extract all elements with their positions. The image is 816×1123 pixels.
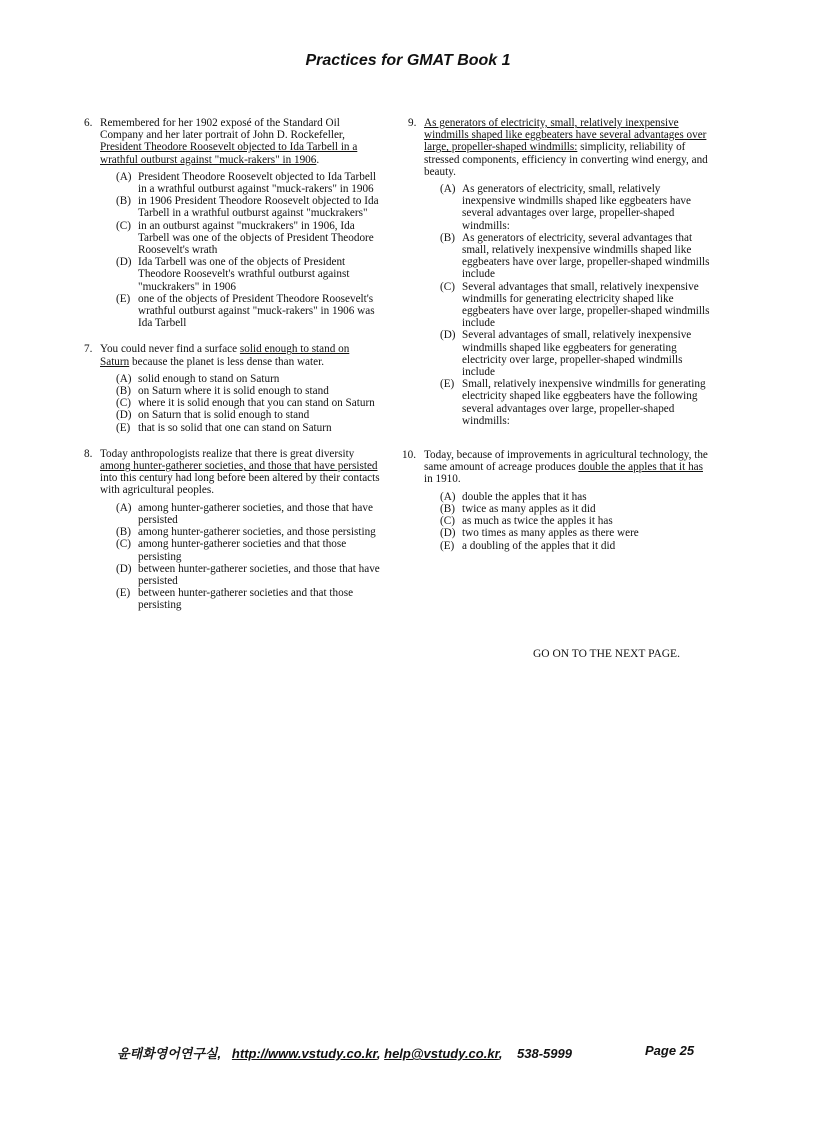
answer-option[interactable] xyxy=(100,373,380,385)
option-text: among hunter-gatherer societies and that those persisting xyxy=(138,538,347,563)
option-letter: (D) xyxy=(116,409,132,422)
answer-option[interactable] xyxy=(100,409,380,421)
answer-option[interactable] xyxy=(100,397,380,409)
option-letter: (A) xyxy=(116,501,132,514)
option-letter: (B) xyxy=(440,231,455,244)
page-title: Practices for GMAT Book 1 xyxy=(305,52,511,69)
answer-option[interactable] xyxy=(424,329,713,378)
option-letter: (E) xyxy=(440,539,455,552)
option-text: on Saturn where it is solid enough to stand xyxy=(138,385,329,398)
option-letter: (A) xyxy=(440,183,456,196)
option-text: double the apples that it has xyxy=(462,490,587,503)
option-text: as much as twice the apples it has xyxy=(462,515,613,528)
question-stem xyxy=(100,343,380,367)
stem-text: Today, because of improvements in agricultural technology, the same amount of acreage produces xyxy=(424,449,708,474)
answer-option[interactable] xyxy=(100,256,380,293)
option-text: in an outburst against "muckrakers" in 1906, Ida Tarbell was one of the objects of President Theodore Roosevelt's wrath xyxy=(138,219,374,257)
question-number: 10. xyxy=(402,449,416,462)
option-letter: (C) xyxy=(116,397,131,410)
stem-text: Remembered for her 1902 exposé of the Standard Oil Company and her later portrait of John D. Rockefeller, xyxy=(100,117,345,142)
page-number: Page 25 xyxy=(645,1043,695,1058)
question-number: 9. xyxy=(408,117,417,129)
option-text: As generators of electricity, small, relatively inexpensive windmills shaped like eggbeaters have several advantages over large, propeller-shaped windmills: xyxy=(462,183,691,232)
answer-option[interactable] xyxy=(100,526,380,538)
underlined-text: President Theodore Roosevelt objected to Ida Tarbell in a wrathful outburst against "muck-rakers" in 1906 xyxy=(100,141,358,166)
option-letter: (B) xyxy=(116,385,131,398)
answer-option[interactable] xyxy=(424,378,713,427)
question-stem xyxy=(100,448,380,497)
footer-url-link[interactable]: http://www.vstudy.co.kr xyxy=(231,1046,377,1061)
footer-info xyxy=(117,1043,572,1062)
answer-option[interactable] xyxy=(100,563,380,587)
question-6 xyxy=(84,117,380,329)
option-text: twice as many apples as it did xyxy=(462,502,596,515)
option-letter: (B) xyxy=(116,195,131,208)
question-10 xyxy=(402,449,713,552)
footer-email-link[interactable]: help@vstudy.co.kr xyxy=(384,1046,499,1061)
option-letter: (C) xyxy=(116,538,131,551)
question-8 xyxy=(84,448,380,612)
answer-option[interactable] xyxy=(100,195,380,219)
right-column xyxy=(402,117,713,566)
option-letter: (D) xyxy=(440,527,456,540)
footer-phone: 538-5999 xyxy=(517,1046,572,1061)
stem-text: Today anthropologists realize that there is great diversity xyxy=(100,447,355,460)
option-text: one of the objects of President Theodore Roosevelt's wrathful outburst against "muck-rakers" in 1906 was Ida Tarbell xyxy=(138,292,375,330)
question-number: 7. xyxy=(84,343,93,356)
option-text: a doubling of the apples that it did xyxy=(462,539,616,552)
stem-text: simplicity, reliability of stressed components, efficiency in converting wind energy, and beauty. xyxy=(424,141,708,178)
option-letter: (B) xyxy=(116,526,131,539)
option-text: Ida Tarbell was one of the objects of President Theodore Roosevelt's wrathful outburst against "muckrakers" in 1906 xyxy=(138,256,350,293)
stem-text: You could never find a surface xyxy=(100,343,240,356)
option-letter: (D) xyxy=(116,562,132,575)
stem-text: . xyxy=(316,153,320,166)
answer-option[interactable] xyxy=(100,220,380,257)
answer-option[interactable] xyxy=(100,538,380,562)
option-text: Several advantages of small, relatively inexpensive windmills shaped like eggbeaters for generating electricity over large, propeller-shaped windmills include xyxy=(462,329,692,379)
option-letter: (E) xyxy=(116,292,131,305)
left-column xyxy=(84,117,380,626)
question-7 xyxy=(84,343,380,433)
answer-option[interactable] xyxy=(100,587,380,611)
question-stem xyxy=(424,117,713,178)
answer-option[interactable] xyxy=(424,281,713,330)
option-letter: (D) xyxy=(116,256,132,269)
option-text: between hunter-gatherer societies, and those that have persisted xyxy=(138,562,380,587)
option-letter: (C) xyxy=(440,515,455,528)
option-text: on Saturn that is solid enough to stand xyxy=(138,409,310,422)
option-letter: (E) xyxy=(440,378,455,391)
option-letter: (A) xyxy=(116,170,132,183)
option-text: As generators of electricity, several advantages that small, relatively inexpensive windmills shaped like eggbeaters have over large, propeller-shaped windmills include xyxy=(462,231,710,281)
stem-text: because the planet is less dense than water. xyxy=(129,355,324,368)
option-text: between hunter-gatherer societies and that those persisting xyxy=(138,587,354,612)
option-letter: (A) xyxy=(116,372,132,385)
option-letter: (C) xyxy=(440,280,455,293)
question-number: 6. xyxy=(84,117,93,129)
option-text: where it is solid enough that you can stand on Saturn xyxy=(138,397,375,410)
option-letter: (A) xyxy=(440,490,456,503)
option-text: in 1906 President Theodore Roosevelt objected to Ida Tarbell in a wrathful outburst against "muckrakers" xyxy=(138,195,379,220)
answer-option[interactable] xyxy=(100,422,380,434)
footer-separator: , xyxy=(376,1046,381,1061)
answer-option[interactable] xyxy=(424,232,713,281)
answer-option[interactable] xyxy=(100,385,380,397)
answer-option[interactable] xyxy=(424,491,713,503)
footer-separator: , xyxy=(498,1046,503,1061)
option-letter: (E) xyxy=(116,587,131,600)
answer-option[interactable] xyxy=(100,293,380,330)
go-on-notice: GO ON TO THE NEXT PAGE. xyxy=(533,648,680,660)
option-letter: (B) xyxy=(440,502,455,515)
option-text: among hunter-gatherer societies, and those persisting xyxy=(138,526,376,539)
question-stem xyxy=(100,117,380,166)
stem-text: in 1910. xyxy=(424,473,461,486)
answer-option[interactable] xyxy=(424,183,713,232)
answer-option[interactable] xyxy=(100,171,380,195)
option-letter: (E) xyxy=(116,421,131,434)
option-text: Several advantages that small, relatively inexpensive windmills for generating electricity shaped like eggbeaters have over large, propeller-shaped windmills include xyxy=(462,280,710,330)
option-text: two times as many apples as there were xyxy=(462,527,639,540)
underlined-text: solid enough to stand on Saturn xyxy=(100,343,350,368)
option-text: solid enough to stand on Saturn xyxy=(138,372,280,385)
underlined-text: among hunter-gatherer societies, and those that have persisted xyxy=(100,460,378,473)
underlined-text: double the apples that it has xyxy=(578,461,703,474)
footer-author: 윤태화영어연구실, xyxy=(117,1046,222,1061)
option-text: Small, relatively inexpensive windmills for generating electricity shaped like eggbeaters have the following several advantages over large, propeller-shaped windmills: xyxy=(462,378,706,427)
answer-option[interactable] xyxy=(424,540,713,552)
question-stem xyxy=(424,449,713,486)
answer-option[interactable] xyxy=(424,515,713,527)
answer-option[interactable] xyxy=(424,503,713,515)
answer-option[interactable] xyxy=(424,527,713,539)
underlined-text: As generators of electricity, small, relatively inexpensive windmills shaped like eggbeaters have several advantages over large, propeller-shaped windmills: xyxy=(424,117,707,154)
question-9 xyxy=(408,117,713,427)
option-letter: (D) xyxy=(440,329,456,342)
option-text: among hunter-gatherer societies, and those that have persisted xyxy=(138,501,373,526)
question-number: 8. xyxy=(84,447,93,460)
option-letter: (C) xyxy=(116,219,131,232)
option-text: that is so solid that one can stand on Saturn xyxy=(138,421,332,434)
stem-text: into this century had long before been altered by their contacts with agricultural peoples. xyxy=(100,472,380,497)
option-text: President Theodore Roosevelt objected to Ida Tarbell in a wrathful outburst against "muck-rakers" in 1906 xyxy=(138,170,377,196)
answer-option[interactable] xyxy=(100,502,380,526)
